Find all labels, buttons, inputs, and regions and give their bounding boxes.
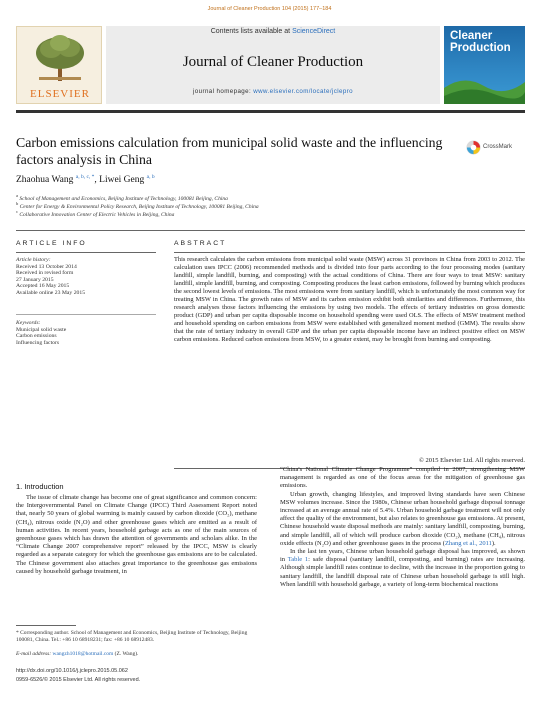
abstract-text: This research calculates the carbon emissions from municipal solid waste (MSW) across 31 provinces in China from 2003 to 2012. The calculation uses IPCC (2006) recommended methods and is divided into four parts according to the four processing modes (sanitary landfill, simple landfill, burning, and composting) with the actual conditions of China. There are four ways to treat MSW: sanitary landfill, simple landfill, burning, and composting. Composting produces the least carbon emissions, followed by burning which produces the second lowest levels of emissions. The most emissions were from sanitary landfill, which is unfortunately the most common way for treating MSW in China. The growth rates of MSW and its carbon emission exhibit both similarities and differences. Furthermore, this research analyses those factors influencing the emissions by using two models. The effects of tertiary industries on gross domestic product (GDP) and urban per capita disposable income on household spending were used OLS. The effects of MSW treatment method and household spending on carbon emissions from MSW were established with generalized moment method (GMM). The results show that the rate of tertiary industry in overall GDP and the urban per capita disposable income have an indirect positive effect on MSW carbon emissions. Reduced carbon emissions from MSW, to a greater extent, may be brought from burning and composting. xyxy=(174,256,525,344)
homepage-prefix: journal homepage: xyxy=(193,88,254,95)
journal-cover-image[interactable] xyxy=(444,26,525,104)
author-separator: , xyxy=(94,175,100,186)
email-label: E-mail address: xyxy=(16,651,53,657)
author-list xyxy=(16,174,155,185)
article-title: Carbon emissions calculation from municipal solid waste and the influencing factors analysis in China xyxy=(16,135,443,167)
paragraph xyxy=(280,548,525,589)
introduction-heading: 1. Introduction xyxy=(16,482,64,491)
paragraph: “China's National Climate Change Programme” compiled in 2007, strengthening MSW management is regarded as one of the focus areas for the mitigation of greenhouse gas emissions. xyxy=(280,466,525,490)
affiliation-text: School of Management and Economics, Beijing Institute of Technology, 100081 Beijing, China xyxy=(18,195,228,202)
cover-title-line2: Production xyxy=(450,42,511,54)
history-item: Received 13 October 2014 xyxy=(16,263,77,270)
abstract-heading: ABSTRACT xyxy=(174,240,227,247)
email-link[interactable]: wangzh1018@hotmail.com xyxy=(52,651,114,657)
keywords xyxy=(16,320,151,346)
header-divider xyxy=(16,110,525,113)
journal-masthead xyxy=(106,26,440,104)
citation-link[interactable]: Zhang et al., 2011 xyxy=(444,539,492,547)
paragraph-text: ). xyxy=(491,539,496,547)
keyword[interactable]: Carbon emissions xyxy=(16,333,57,339)
journal-citation-line[interactable]: Journal of Cleaner Production 104 (2015) 177–184 xyxy=(207,6,332,12)
doi-link[interactable]: http://dx.doi.org/10.1016/j.jclepro.2015.05.062 xyxy=(16,668,128,674)
history-item: 27 January 2015 xyxy=(16,276,54,283)
paragraph-text: In the last ten years, Chinese urban household garbage disposal has improved, as shown in xyxy=(280,548,525,564)
crossmark-label: CrossMark xyxy=(483,144,513,150)
contents-prefix: Contents lists available at xyxy=(210,28,293,35)
affiliation-mark: a xyxy=(16,193,18,198)
paragraph: The issue of climate change has become one of great significance and common concern: the Intergovernmental Panel on Climate Change (IPCC) Third Assessment Report noted that, nearly 50 years of global warming is mainly caused by carbon dioxide (CO₂), methane (CH₄), nitrous oxide (N₂O) and other greenhouse gases which are emitted as a result of human activities. In recent years, household garbage acts as one of the main sources of greenhouse gases which has drawn the attention of governments and scholars alike. In the “Climate Change 2007 comprehensive report” released by the IPCC, MSW is clearly regarded as a separate category for which the greenhouse gas emissions are to be calculated. The Chinese government also attaches great importance to the greenhouse gas emissions caused by household garbage treatment, in xyxy=(16,494,257,575)
affiliation xyxy=(16,209,174,218)
homepage-link[interactable]: www.elsevier.com/locate/jclepro xyxy=(253,88,353,95)
right-column xyxy=(280,466,525,589)
contents-line xyxy=(106,28,440,35)
abstract-divider xyxy=(174,252,525,253)
section-divider xyxy=(16,230,525,231)
affiliation-text: Center for Energy & Environmental Policy Research, Beijing Institute of Technology, 100081 Beijing, China xyxy=(18,203,259,210)
cover-landscape-icon xyxy=(444,68,525,104)
email-note xyxy=(16,651,257,658)
table-link[interactable]: Table 1 xyxy=(287,556,309,564)
affiliation-text: Collaborative Innovation Center of Electric Vehicles in Beijing, China xyxy=(18,211,175,218)
elsevier-logo[interactable] xyxy=(16,26,102,104)
email-suffix: (Z. Wang). xyxy=(113,651,139,657)
history-item: Available online 23 May 2015 xyxy=(16,289,86,296)
left-column xyxy=(16,494,257,576)
author-affiliation-marks[interactable]: a, b xyxy=(146,174,155,180)
corresponding-author-note: * Corresponding author. School of Management and Economics, Beijing Institute of Technology, Beijing 100081, China. Tel.: +86 10 68918231; fax: +86 10 68912483. xyxy=(16,630,248,643)
article-info-heading: ARTICLE INFO xyxy=(16,240,87,247)
cover-title xyxy=(450,30,522,54)
homepage-line xyxy=(106,88,440,95)
sciencedirect-link[interactable]: ScienceDirect xyxy=(292,28,336,35)
history-label: Article history: xyxy=(16,257,51,263)
author-name[interactable]: Zhaohua Wang xyxy=(16,175,74,186)
history-item: Received in revised form xyxy=(16,270,74,276)
affiliation-mark: c xyxy=(16,209,18,214)
affiliation-mark: b xyxy=(16,201,19,206)
history-item: Accepted 16 May 2015 xyxy=(16,283,70,289)
article-info-divider xyxy=(16,252,156,253)
cover-title-line1: Cleaner xyxy=(450,30,493,42)
author-name[interactable]: Liwei Geng xyxy=(99,175,145,186)
elsevier-wordmark: ELSEVIER xyxy=(30,88,90,100)
crossmark-icon xyxy=(466,140,481,155)
keywords-label: Keywords: xyxy=(16,320,41,326)
paragraph-text: : safe disposal (sanitary landfill, composting, and burning) rates are increasing. Although simple landfill rates continue to decline, with the increase in the proportion going to sanitary landfill, the landfill disposal rate of Chinese urban household garbage is still high. When landfill with household garbage, a variety of long-term biochemical reactions xyxy=(280,556,525,588)
elsevier-tree-icon xyxy=(31,33,89,83)
crossmark-button[interactable] xyxy=(466,140,536,160)
paragraph xyxy=(280,491,525,548)
keyword[interactable]: Influencing factors xyxy=(16,339,60,346)
info-divider xyxy=(16,314,156,315)
abstract-copyright: © 2015 Elsevier Ltd. All rights reserved. xyxy=(418,457,525,464)
paragraph-text: Urban growth, changing lifestyles, and improved living standards have seen Chinese MSW volumes increase. Since the 1980s, Chinese urban household garbage disposal tonnage increased at an average annual rate of 5.4%. Urban household garbage treatment will not only affect the quality of the environment, but also relates to greenhouse gas emissions. At present, Chinese household waste disposal methods are mainly: sanitary landfill, composting, burning, and simple landfill, all of which will produce carbon dioxide (CO₂), methane (CH₄), nitrous oxide effects (N₂O) and other greenhouse gases in the process ( xyxy=(280,490,525,547)
journal-header xyxy=(16,26,525,106)
journal-title: Journal of Cleaner Production xyxy=(182,54,364,70)
author-affiliation-marks[interactable]: a, b, c, * xyxy=(75,174,95,180)
article-history xyxy=(16,257,151,296)
keyword[interactable]: Municipal solid waste xyxy=(16,326,67,333)
footnote-divider xyxy=(16,625,76,626)
issn-line: 0959-6526/© 2015 Elsevier Ltd. All rights reserved. xyxy=(16,677,141,683)
